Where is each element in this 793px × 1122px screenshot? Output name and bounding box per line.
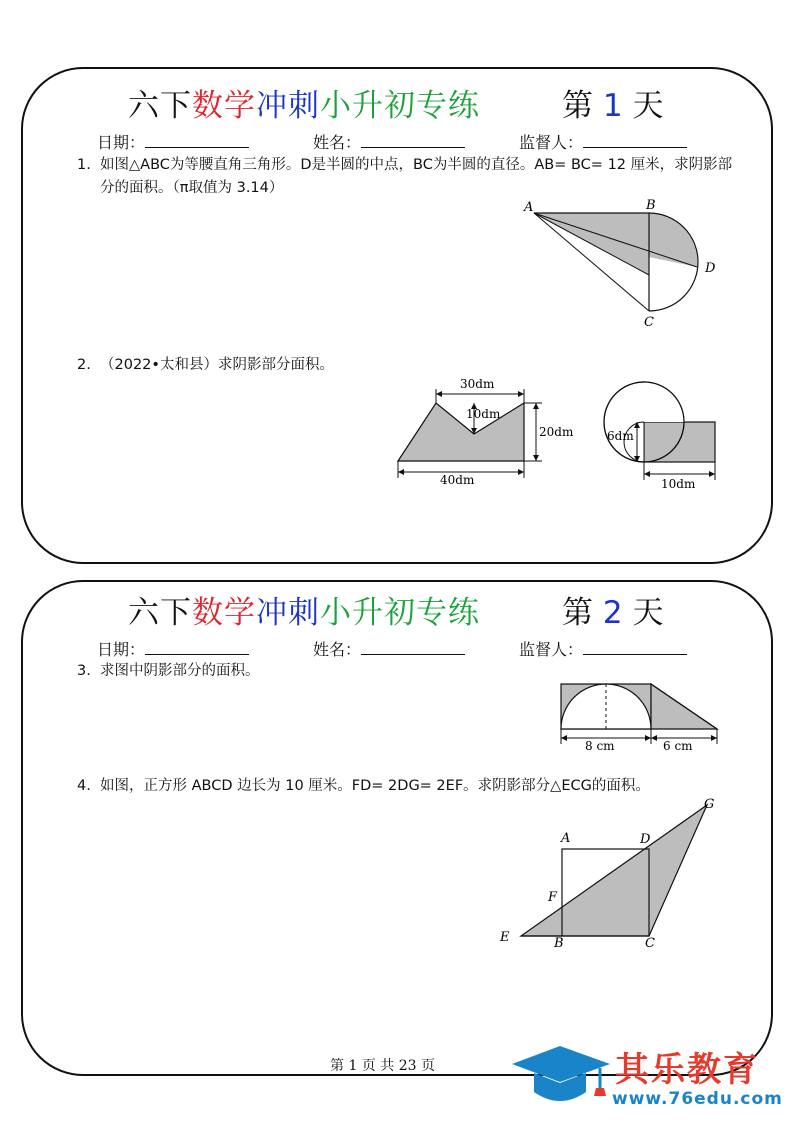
question-1	[77, 154, 742, 196]
title-part: 冲刺	[256, 595, 320, 631]
arrowhead	[518, 469, 524, 475]
question-number: 2.	[77, 357, 91, 373]
date-blank[interactable]	[145, 131, 249, 148]
day-suffix: 天	[622, 88, 664, 124]
q1-label-d: D	[705, 261, 716, 276]
brand-url: www.76edu.com	[612, 1089, 783, 1109]
tassel-end	[594, 1088, 606, 1096]
day1-supervisor-field	[519, 130, 687, 153]
q2-height-label: 20dm	[539, 425, 574, 439]
title-part: 小升初专练	[320, 595, 480, 631]
q3-8cm-label: 8 cm	[585, 739, 615, 753]
q2-shaded-rect	[644, 422, 715, 462]
q4-shaded-triangle	[521, 805, 707, 936]
day-suffix: 天	[622, 595, 664, 631]
q1-label-b: B	[646, 198, 656, 213]
arrowhead	[398, 469, 404, 475]
day2-name-field	[313, 637, 465, 660]
q4-label-d: D	[640, 832, 651, 847]
q4-label-f: F	[548, 890, 558, 905]
title-part: 数学	[192, 595, 256, 631]
arrowhead	[711, 735, 717, 741]
arrowhead	[561, 735, 567, 741]
q4-label-a: A	[561, 831, 571, 846]
q1-label-a: A	[524, 200, 534, 215]
q4-label-e: E	[500, 930, 510, 945]
arrowhead	[651, 735, 657, 741]
q1-label-c: C	[644, 315, 654, 330]
q2-left-figure	[390, 372, 580, 492]
title-part: 冲刺	[256, 88, 320, 124]
q2-bottom-label: 40dm	[440, 473, 475, 487]
arrowhead	[709, 471, 715, 477]
question-number: 4.	[77, 778, 91, 794]
day2-date-field	[97, 637, 249, 660]
arrowhead	[436, 391, 442, 397]
q2-notch-label: 10dm	[466, 407, 501, 421]
q1-shaded-triangle	[534, 213, 649, 275]
day1-title	[128, 80, 480, 125]
name-blank[interactable]	[361, 131, 465, 148]
day2-day-label	[562, 587, 663, 632]
q2-6dm-label: 6dm	[607, 429, 634, 443]
question-number: 3.	[77, 663, 91, 679]
day-number: 2	[602, 595, 623, 631]
q2-10dm-label: 10dm	[661, 477, 696, 491]
brand-name: 其乐教育	[615, 1050, 759, 1090]
arrowhead	[644, 471, 650, 477]
q1-figure	[510, 195, 730, 335]
question-text: 如图，正方形 ABCD 边长为 10 厘米。FD= 2DG= 2EF。求阴影部分△ECG的面积。	[100, 778, 650, 794]
title-part: 小升初专练	[320, 88, 480, 124]
day-prefix: 第	[562, 88, 603, 124]
day-number: 1	[602, 88, 623, 124]
title-part: 数学	[192, 88, 256, 124]
arrowhead	[645, 735, 651, 741]
day2-supervisor-field	[519, 637, 687, 660]
arrowhead	[518, 391, 524, 397]
supervisor-blank[interactable]	[583, 638, 687, 655]
q3-figure	[555, 678, 725, 756]
q4-label-b: B	[554, 936, 564, 951]
supervisor-label: 监督人：	[519, 133, 584, 152]
title-part: 六下	[128, 88, 192, 124]
day-prefix: 第	[562, 595, 603, 631]
supervisor-label: 监督人：	[519, 640, 584, 659]
page-footer: 第 1 页 共 23 页	[330, 1058, 435, 1074]
mortarboard-top	[512, 1046, 610, 1082]
day1-date-field	[97, 130, 249, 153]
name-label: 姓名：	[313, 640, 362, 659]
day2-title	[128, 587, 480, 632]
day1-day-label	[562, 80, 663, 125]
name-blank[interactable]	[361, 638, 465, 655]
question-number: 1.	[77, 157, 91, 173]
q2-top-label: 30dm	[460, 377, 495, 391]
day1-name-field	[313, 130, 465, 153]
q4-label-g: G	[704, 797, 715, 812]
question-text: 求图中阴影部分的面积。	[100, 663, 260, 679]
q3-6cm-label: 6 cm	[663, 739, 693, 753]
arrowhead	[533, 455, 539, 461]
date-blank[interactable]	[145, 638, 249, 655]
q2-right-figure	[595, 378, 725, 494]
q4-label-c: C	[645, 936, 655, 951]
date-label: 日期：	[97, 133, 146, 152]
date-label: 日期：	[97, 640, 146, 659]
q2-shaded-shape	[398, 403, 524, 461]
q4-figure	[495, 795, 725, 955]
question-text: （2022•太和县）求阴影部分面积。	[100, 357, 334, 373]
question-text: 如图△ABC为等腰直角三角形。D是半圆的中点，BC为半圆的直径。AB= BC= 12 厘米，求阴影部分的面积。（π取值为 3.14）	[100, 157, 733, 196]
supervisor-blank[interactable]	[583, 131, 687, 148]
arrowhead	[533, 403, 539, 409]
name-label: 姓名：	[313, 133, 362, 152]
title-part: 六下	[128, 595, 192, 631]
